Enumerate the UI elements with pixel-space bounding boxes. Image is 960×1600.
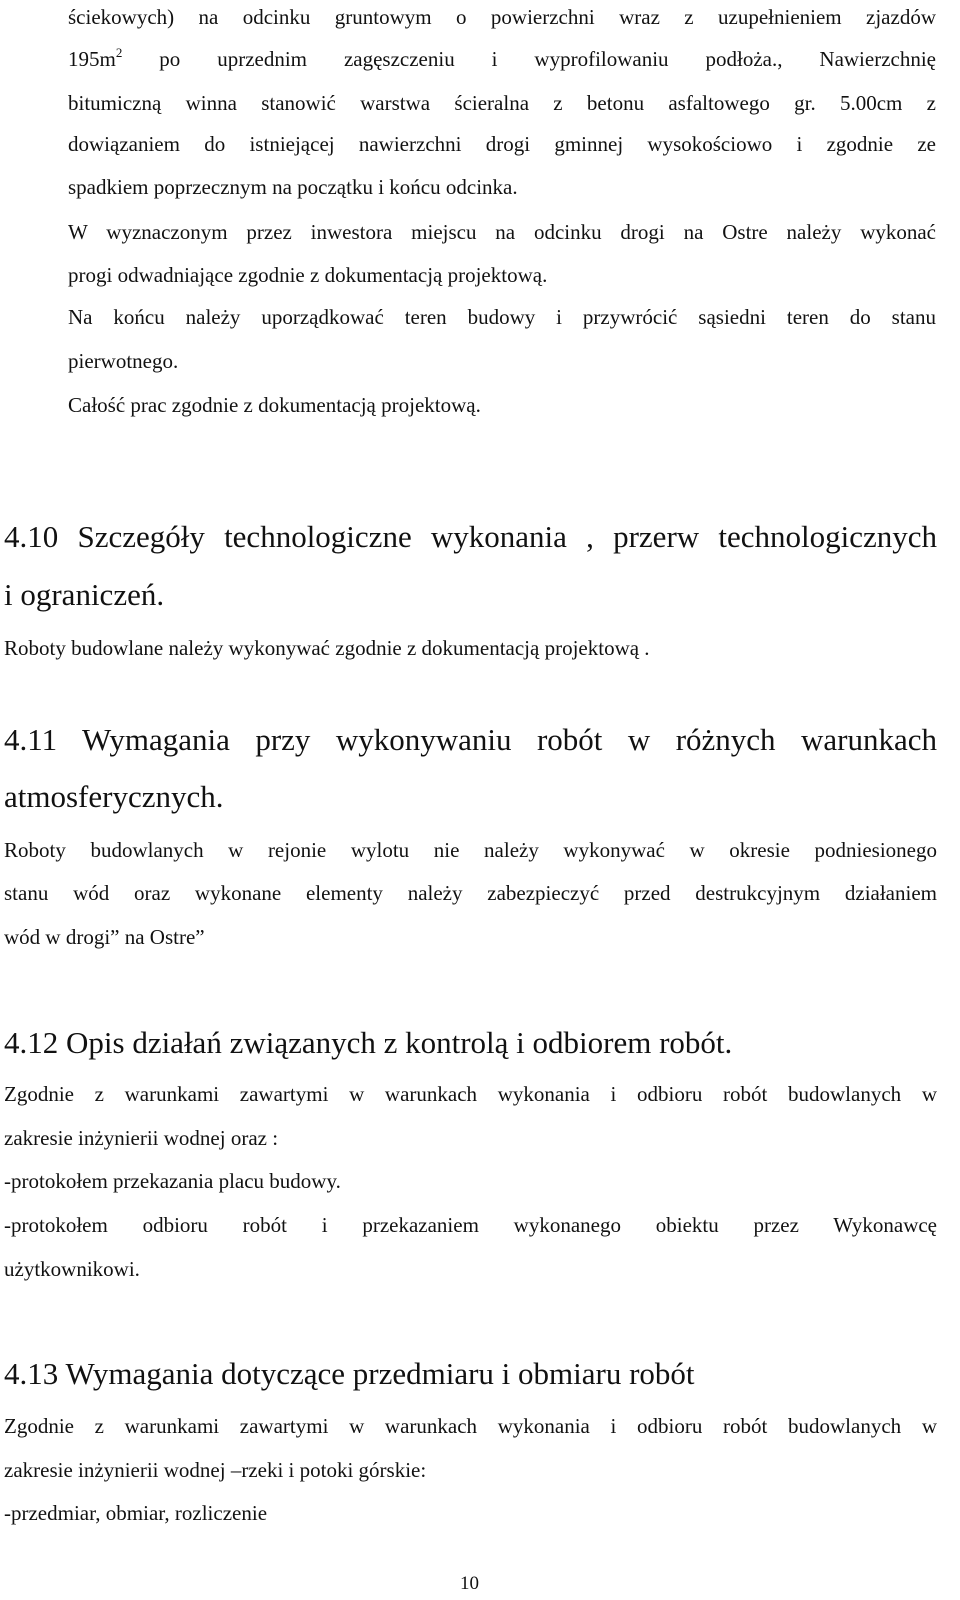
- heading-4-12: 4.12 Opis działań związanych z kontrolą i odbiorem robót.: [4, 1025, 733, 1060]
- heading-4-10-line-1: 4.10 Szczegóły technologiczne wykonania , przerw technologicznych: [4, 519, 937, 554]
- intro-line-1: ściekowych) na odcinku gruntowym o powierzchni wraz z uzupełnieniem zjazdów: [68, 5, 936, 29]
- intro-line-10: Całość prac zgodnie z dokumentacją projektową.: [68, 393, 481, 417]
- section-4-12-body-4: -protokołem odbioru robót i przekazaniem wykonanego obiektu przez Wykonawcę: [4, 1213, 937, 1237]
- heading-4-11-line-1: 4.11 Wymagania przy wykonywaniu robót w różnych warunkach: [4, 722, 937, 757]
- heading-4-11-line-2: atmosferycznych.: [4, 779, 224, 814]
- intro-line-3: bitumiczną winna stanowić warstwa ścieralna z betonu asfaltowego gr. 5.00cm z: [68, 91, 936, 115]
- intro-line-2: [68, 46, 936, 72]
- section-4-10-body-1: Roboty budowlane należy wykonywać zgodnie z dokumentacją projektową .: [4, 636, 650, 660]
- section-4-11-body-3: wód w drogi” na Ostre”: [4, 925, 205, 949]
- intro-line-2-rest: po uprzednim zagęszczeniu i wyprofilowaniu podłoża., Nawierzchnię: [122, 47, 936, 71]
- intro-line-7: progi odwadniające zgodnie z dokumentacją projektową.: [68, 263, 548, 287]
- intro-line-4: dowiązaniem do istniejącej nawierzchni drogi gminnej wysokościowo i zgodnie ze: [68, 132, 936, 156]
- section-4-12-body-3: -protokołem przekazania placu budowy.: [4, 1169, 341, 1193]
- section-4-13-body-3: -przedmiar, obmiar, rozliczenie: [4, 1501, 268, 1525]
- section-4-12-body-2: zakresie inżynierii wodnej oraz :: [4, 1126, 279, 1150]
- intro-line-5: spadkiem poprzecznym na początku i końcu odcinka.: [68, 175, 518, 199]
- area-superscript: 2: [115, 45, 123, 60]
- area-value: 195m: [68, 47, 116, 71]
- section-4-12-body-1: Zgodnie z warunkami zawartymi w warunkach wykonania i odbioru robót budowlanych w: [4, 1082, 937, 1106]
- heading-4-13: 4.13 Wymagania dotyczące przedmiaru i obmiaru robót: [4, 1356, 695, 1391]
- section-4-13-body-2: zakresie inżynierii wodnej –rzeki i potoki górskie:: [4, 1458, 427, 1482]
- section-4-11-body-1: Roboty budowlanych w rejonie wylotu nie należy wykonywać w okresie podniesionego: [4, 838, 937, 862]
- heading-4-10-line-2: i ograniczeń.: [4, 577, 165, 612]
- intro-line-9: pierwotnego.: [68, 349, 179, 373]
- intro-line-8: Na końcu należy uporządkować teren budowy i przywrócić sąsiedni teren do stanu: [68, 305, 936, 329]
- section-4-11-body-2: stanu wód oraz wykonane elementy należy zabezpieczyć przed destrukcyjnym działaniem: [4, 881, 937, 905]
- section-4-13-body-1: Zgodnie z warunkami zawartymi w warunkach wykonania i odbioru robót budowlanych w: [4, 1414, 937, 1438]
- page-number: 10: [460, 1573, 479, 1594]
- intro-line-6: W wyznaczonym przez inwestora miejscu na odcinku drogi na Ostre należy wykonać: [68, 220, 936, 244]
- section-4-12-body-5: użytkownikowi.: [4, 1257, 140, 1281]
